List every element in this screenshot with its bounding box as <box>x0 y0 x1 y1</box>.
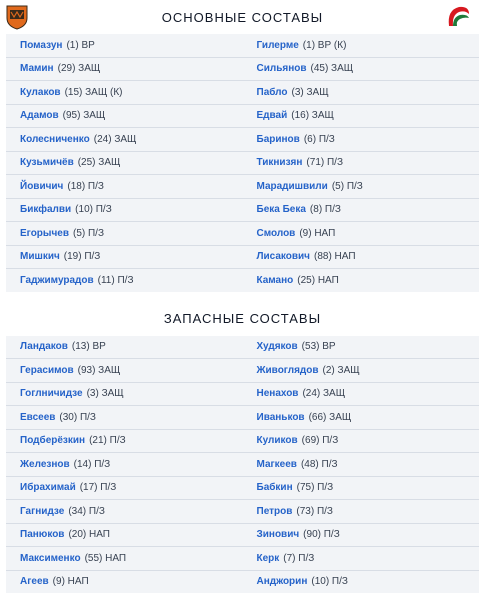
player-name-link[interactable]: Анджорин <box>257 576 308 587</box>
player-name-link[interactable]: Железнов <box>20 459 70 470</box>
player-row <box>243 547 480 571</box>
player-meta: (66) ЗАЩ <box>309 412 352 423</box>
player-name-link[interactable]: Панюков <box>20 529 64 540</box>
player-meta: (5) П/З <box>332 181 363 192</box>
player-name-link[interactable]: Марадишвили <box>257 181 328 192</box>
player-meta: (1) ВР (К) <box>303 40 347 51</box>
substitutes-grid <box>0 336 485 593</box>
player-meta: (73) П/З <box>296 506 333 517</box>
player-meta: (11) П/З <box>98 275 134 286</box>
player-name-link[interactable]: Агеев <box>20 576 49 587</box>
player-row <box>6 81 243 105</box>
player-name-link[interactable]: Ненахов <box>257 388 299 399</box>
player-row <box>243 58 480 82</box>
player-row <box>6 199 243 223</box>
player-row <box>243 81 480 105</box>
player-name-link[interactable]: Бикфалви <box>20 204 71 215</box>
player-row <box>6 430 243 454</box>
player-meta: (15) ЗАЩ (К) <box>65 87 123 98</box>
player-meta: (30) П/З <box>59 412 96 423</box>
player-meta: (55) НАП <box>85 553 127 564</box>
player-name-link[interactable]: Колесниченко <box>20 134 90 145</box>
player-row <box>243 34 480 58</box>
player-meta: (13) ВР <box>72 341 106 352</box>
player-meta: (25) НАП <box>297 275 339 286</box>
player-name-link[interactable]: Сильянов <box>257 63 307 74</box>
player-row <box>6 500 243 524</box>
player-row <box>6 152 243 176</box>
player-meta: (88) НАП <box>314 251 356 262</box>
player-row <box>6 547 243 571</box>
starting-lineups-grid <box>0 34 485 292</box>
player-row <box>243 383 480 407</box>
player-meta: (29) ЗАЩ <box>58 63 101 74</box>
section-header-starting <box>0 0 485 34</box>
player-row <box>243 477 480 501</box>
player-row <box>243 406 480 430</box>
player-name-link[interactable]: Камано <box>257 275 294 286</box>
player-meta: (3) ЗАЩ <box>292 87 329 98</box>
player-name-link[interactable]: Живоглядов <box>257 365 319 376</box>
player-row <box>6 477 243 501</box>
player-name-link[interactable]: Гагнидзе <box>20 506 64 517</box>
player-row <box>6 571 243 593</box>
player-meta: (3) ЗАЩ <box>87 388 124 399</box>
player-name-link[interactable]: Подберёзкин <box>20 435 85 446</box>
player-row <box>6 34 243 58</box>
player-name-link[interactable]: Егорычев <box>20 228 69 239</box>
player-row <box>6 359 243 383</box>
player-row <box>243 453 480 477</box>
player-meta: (7) П/З <box>283 553 314 564</box>
player-row <box>243 359 480 383</box>
player-row <box>243 152 480 176</box>
player-meta: (53) ВР <box>302 341 336 352</box>
player-row <box>243 430 480 454</box>
player-meta: (1) ВР <box>66 40 94 51</box>
player-meta: (19) П/З <box>64 251 101 262</box>
player-row <box>243 175 480 199</box>
player-row <box>243 269 480 292</box>
player-meta: (71) П/З <box>306 157 343 168</box>
player-meta: (45) ЗАЩ <box>311 63 354 74</box>
player-row <box>6 222 243 246</box>
player-name-link[interactable]: Гилерме <box>257 40 299 51</box>
player-meta: (24) ЗАЩ <box>302 388 345 399</box>
player-meta: (9) НАП <box>299 228 335 239</box>
player-meta: (6) П/З <box>304 134 335 145</box>
player-meta: (2) ЗАЩ <box>323 365 360 376</box>
player-name-link[interactable]: Мишкич <box>20 251 60 262</box>
player-row <box>6 105 243 129</box>
player-name-link[interactable]: Куликов <box>257 435 298 446</box>
player-name-link[interactable]: Керк <box>257 553 280 564</box>
player-name-link[interactable]: Баринов <box>257 134 300 145</box>
player-row <box>243 222 480 246</box>
player-meta: (9) НАП <box>53 576 89 587</box>
player-row <box>243 199 480 223</box>
player-name-link[interactable]: Едвай <box>257 110 288 121</box>
player-row <box>6 406 243 430</box>
player-row <box>6 336 243 360</box>
player-row <box>6 269 243 292</box>
player-name-link[interactable]: Пабло <box>257 87 288 98</box>
player-meta: (69) П/З <box>302 435 339 446</box>
player-meta: (14) П/З <box>74 459 111 470</box>
player-meta: (75) П/З <box>297 482 334 493</box>
home-substitutes-list <box>6 336 243 593</box>
player-name-link[interactable]: Лисакович <box>257 251 311 262</box>
player-name-link[interactable]: Мамин <box>20 63 54 74</box>
section-spacer <box>0 292 485 302</box>
player-meta: (10) П/З <box>311 576 348 587</box>
player-name-link[interactable]: Йовичич <box>20 181 63 192</box>
player-row <box>6 524 243 548</box>
ural-club-logo-icon <box>4 4 30 30</box>
player-meta: (10) П/З <box>75 204 112 215</box>
player-name-link[interactable]: Тикнизян <box>257 157 303 168</box>
player-name-link[interactable]: Бека Бека <box>257 204 306 215</box>
player-name-link[interactable]: Ландаков <box>20 341 68 352</box>
player-row <box>243 246 480 270</box>
player-name-link[interactable]: Адамов <box>20 110 59 121</box>
player-meta: (95) ЗАЩ <box>63 110 106 121</box>
section-title: ОСНОВНЫЕ СОСТАВЫ <box>162 10 323 25</box>
player-name-link[interactable]: Гаджимурадов <box>20 275 94 286</box>
player-row <box>6 453 243 477</box>
player-name-link[interactable]: Максименко <box>20 553 81 564</box>
player-name-link[interactable]: Евсеев <box>20 412 55 423</box>
player-row <box>6 383 243 407</box>
player-name-link[interactable]: Гоглничидзе <box>20 388 83 399</box>
player-name-link[interactable]: Иваньков <box>257 412 305 423</box>
player-row <box>243 336 480 360</box>
player-meta: (8) П/З <box>310 204 341 215</box>
section-title: ЗАПАСНЫЕ СОСТАВЫ <box>164 311 321 326</box>
player-meta: (34) П/З <box>68 506 105 517</box>
away-starting-list <box>243 34 480 292</box>
player-row <box>243 571 480 593</box>
player-name-link[interactable]: Ибрахимай <box>20 482 76 493</box>
player-meta: (48) П/З <box>301 459 338 470</box>
player-name-link[interactable]: Петров <box>257 506 293 517</box>
player-meta: (16) ЗАЩ <box>291 110 334 121</box>
player-name-link[interactable]: Худяков <box>257 341 298 352</box>
player-meta: (21) П/З <box>89 435 126 446</box>
player-row <box>243 524 480 548</box>
home-starting-list <box>6 34 243 292</box>
player-name-link[interactable]: Зинович <box>257 529 300 540</box>
player-name-link[interactable]: Герасимов <box>20 365 74 376</box>
player-meta: (24) ЗАЩ <box>94 134 137 145</box>
player-row <box>243 105 480 129</box>
player-name-link[interactable]: Бабкин <box>257 482 293 493</box>
player-row <box>243 128 480 152</box>
player-row <box>243 500 480 524</box>
player-meta: (90) П/З <box>303 529 340 540</box>
player-name-link[interactable]: Кулаков <box>20 87 61 98</box>
player-row <box>6 246 243 270</box>
section-header-substitutes <box>0 302 485 336</box>
player-meta: (93) ЗАЩ <box>78 365 121 376</box>
player-meta: (20) НАП <box>68 529 110 540</box>
player-meta: (17) П/З <box>80 482 117 493</box>
player-row <box>6 128 243 152</box>
player-name-link[interactable]: Магкеев <box>257 459 297 470</box>
player-meta: (25) ЗАЩ <box>78 157 121 168</box>
player-meta: (18) П/З <box>67 181 104 192</box>
away-substitutes-list <box>243 336 480 593</box>
player-row <box>6 58 243 82</box>
player-meta: (5) П/З <box>73 228 104 239</box>
player-name-link[interactable]: Помазун <box>20 40 62 51</box>
player-name-link[interactable]: Смолов <box>257 228 296 239</box>
lokomotiv-club-logo-icon <box>445 4 471 30</box>
player-row <box>6 175 243 199</box>
player-name-link[interactable]: Кузьмичёв <box>20 157 74 168</box>
